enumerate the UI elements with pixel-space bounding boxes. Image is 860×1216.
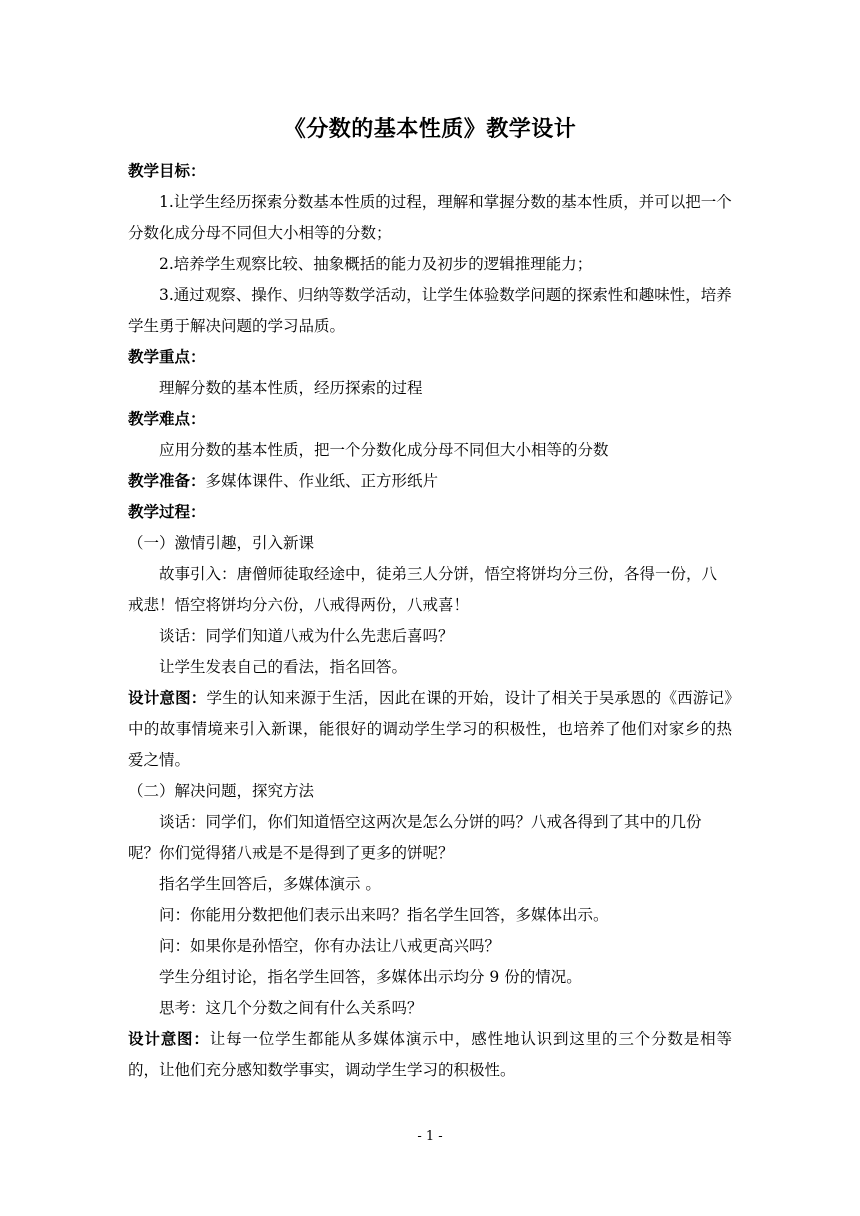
preparation-text: 多媒体课件、作业纸、正方形纸片 bbox=[205, 472, 439, 490]
process-heading: 教学过程： bbox=[128, 503, 206, 521]
key-point-heading: 教学重点： bbox=[128, 348, 206, 366]
preparation-line bbox=[128, 466, 732, 497]
document-body bbox=[128, 156, 732, 1086]
goal-item-2: 2.培养学生观察比较、抽象概括的能力及初步的逻辑推理能力； bbox=[159, 255, 593, 273]
section-1-title: （一）激情引趣，引入新课 bbox=[128, 534, 315, 552]
goal-item-1: 1.让学生经历探索分数基本性质的过程，理解和掌握分数的基本性质，并可以把一个分数化成分母不同但大小相等的分数； bbox=[128, 193, 732, 242]
page-number: - 1 - bbox=[417, 1129, 443, 1144]
document-title: 《分数的基本性质》教学设计 bbox=[283, 117, 577, 142]
section-2-paragraph-5: 学生分组讨论，指名学生回答，多媒体出示均分 9 份的情况。 bbox=[159, 968, 582, 986]
goals-heading: 教学目标： bbox=[128, 162, 206, 180]
preparation-label: 教学准备： bbox=[128, 472, 206, 490]
section-1-intent-text: 学生的认知来源于生活，因此在课的开始，设计了相关于吴承恩的《西游记》中的故事情境来引入新课，能很好的调动学生学习的积极性，也培养了他们对家乡的热爱之情。 bbox=[128, 689, 732, 769]
section-2-intent-text: 让每一位学生都能从多媒体演示中，感性地认识到这里的三个分数是相等的，让他们充分感知数学事实，调动学生学习的积极性。 bbox=[128, 1030, 732, 1079]
section-1-paragraph-3: 让学生发表自己的看法，指名回答。 bbox=[159, 658, 408, 676]
section-2-paragraph-3: 问：你能用分数把他们表示出来吗？指名学生回答，多媒体出示。 bbox=[159, 906, 609, 924]
goal-item-3: 3.通过观察、操作、归纳等数学活动，让学生体验数学问题的探索性和趣味性，培养学生勇于解决问题的学习品质。 bbox=[128, 286, 732, 335]
difficulty-text: 应用分数的基本性质，把一个分数化成分母不同但大小相等的分数 bbox=[159, 441, 609, 459]
difficulty-heading: 教学难点： bbox=[128, 410, 206, 428]
section-1-intent-label: 设计意图： bbox=[128, 689, 207, 707]
section-1-paragraph-1: 故事引入：唐僧师徒取经途中，徒弟三人分饼，悟空将饼均分三份，各得一份，八戒悲！悟空将饼均分六份，八戒得两份，八戒喜！ bbox=[128, 565, 718, 614]
section-1-design-intent bbox=[128, 683, 732, 776]
section-2-title: （二）解决问题，探究方法 bbox=[128, 782, 315, 800]
section-2-paragraph-2: 指名学生回答后，多媒体演示 。 bbox=[159, 875, 381, 893]
section-2-paragraph-6: 思考：这几个分数之间有什么关系吗？ bbox=[159, 999, 423, 1017]
section-2-paragraph-1: 谈话：同学们，你们知道悟空这两次是怎么分饼的吗？八戒各得到了其中的几份呢？你们觉得猪八戒是不是得到了更多的饼呢？ bbox=[128, 813, 702, 862]
section-2-design-intent bbox=[128, 1024, 732, 1086]
section-2-paragraph-4: 问：如果你是孙悟空，你有办法让八戒更高兴吗？ bbox=[159, 937, 501, 955]
key-point-text: 理解分数的基本性质，经历探索的过程 bbox=[159, 379, 423, 397]
section-1-paragraph-2: 谈话：同学们知道八戒为什么先悲后喜吗？ bbox=[159, 627, 454, 645]
section-2-intent-label: 设计意图： bbox=[128, 1030, 210, 1048]
